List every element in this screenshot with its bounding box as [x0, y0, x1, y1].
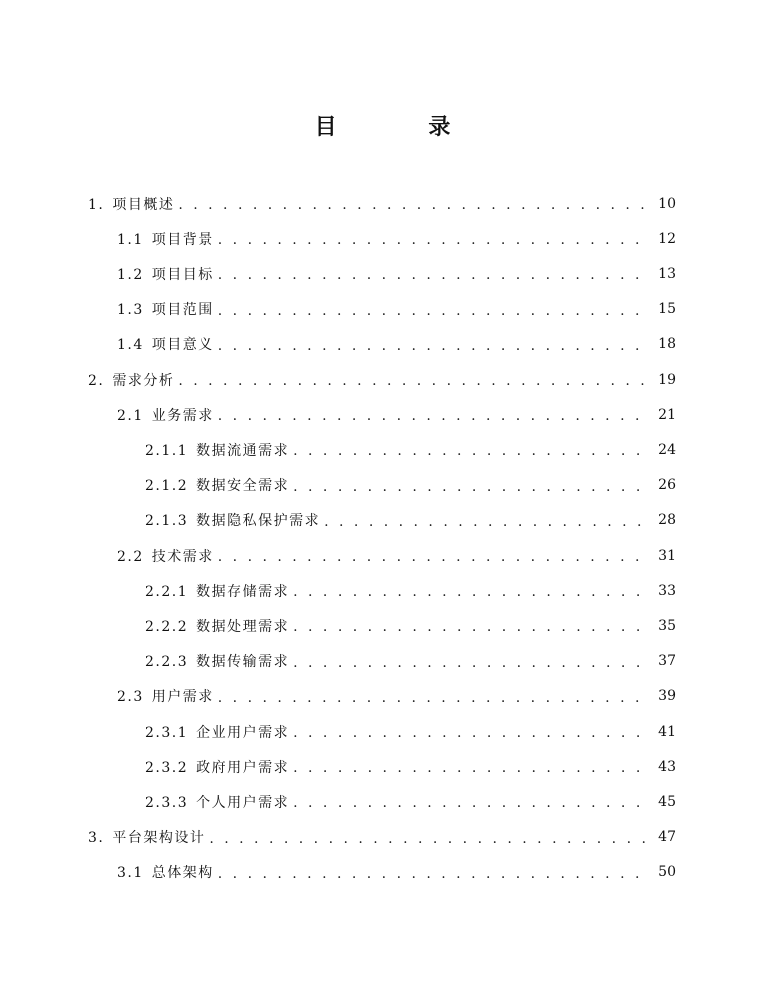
- toc-dot-leader: [293, 714, 648, 749]
- toc-entry-number: 2.: [88, 372, 105, 389]
- toc-entry-text: 平台架构设计: [112, 830, 206, 847]
- toc-entry-page-number: 13: [658, 265, 676, 282]
- toc-entry-text: 需求分析: [112, 372, 175, 389]
- toc-entry-number: 2.3: [117, 689, 144, 706]
- toc-entry-label: [117, 546, 214, 566]
- toc-entry[interactable]: [145, 644, 676, 679]
- toc-entry-page-number: 24: [658, 441, 676, 458]
- toc-entry-number: 2.1.3: [145, 513, 189, 530]
- toc-entry-page-number: 28: [658, 512, 676, 529]
- toc-entry-text: 业务需求: [151, 407, 214, 424]
- toc-entry[interactable]: [117, 292, 676, 327]
- toc-dot-leader: [178, 362, 648, 397]
- toc-entry-text: 政府用户需求: [196, 759, 290, 776]
- toc-dot-leader: [293, 468, 648, 503]
- toc-entry-text: 项目概述: [112, 196, 175, 213]
- toc-entry[interactable]: [145, 714, 676, 749]
- toc-entry-text: 数据存储需求: [196, 583, 290, 600]
- toc-dot-leader: [218, 292, 648, 327]
- toc-entry[interactable]: [88, 186, 676, 221]
- toc-entry-number: 2.1.2: [145, 478, 189, 495]
- toc-entry-number: 2.3.1: [145, 724, 189, 741]
- toc-entry-text: 项目背景: [151, 231, 214, 248]
- toc-entry-text: 项目目标: [151, 266, 214, 283]
- toc-entry[interactable]: [145, 468, 676, 503]
- toc-entry-number: 3.: [88, 830, 105, 847]
- toc-dot-leader: [293, 749, 648, 784]
- toc-entry-page-number: 31: [658, 547, 676, 564]
- toc-entry-number: 2.2.3: [145, 654, 189, 671]
- toc-dot-leader: [293, 573, 648, 608]
- toc-entry-text: 数据传输需求: [196, 654, 290, 671]
- toc-entry-page-number: 15: [658, 301, 676, 318]
- toc-entry-number: 2.3.2: [145, 759, 189, 776]
- toc-entry[interactable]: [145, 784, 676, 819]
- toc-dot-leader: [218, 327, 648, 362]
- toc-entry-page-number: 33: [658, 582, 676, 599]
- toc-entry[interactable]: [145, 432, 676, 467]
- toc-entry-page-number: 43: [658, 758, 676, 775]
- toc-entry[interactable]: [88, 362, 676, 397]
- toc-entry-text: 总体架构: [151, 865, 214, 882]
- toc-entry-page-number: 45: [658, 793, 676, 810]
- toc-dot-leader: [293, 784, 648, 819]
- toc-entry-text: 用户需求: [151, 689, 214, 706]
- toc-entry[interactable]: [145, 503, 676, 538]
- toc-entry-number: 1.4: [117, 337, 144, 354]
- toc-entry[interactable]: [117, 679, 676, 714]
- toc-entry-number: 1.1: [117, 231, 144, 248]
- toc-dot-leader: [218, 397, 648, 432]
- toc-entry-number: 3.1: [117, 865, 144, 882]
- toc-dot-leader: [209, 820, 648, 855]
- toc-entry-text: 个人用户需求: [196, 794, 290, 811]
- toc-dot-leader: [218, 256, 648, 291]
- toc-entry-label: [145, 440, 289, 460]
- toc-dot-leader: [293, 608, 648, 643]
- toc-entry-label: [117, 299, 214, 319]
- toc-entry-label: [145, 722, 289, 742]
- toc-dot-leader: [218, 855, 648, 890]
- toc-entry-text: 企业用户需求: [196, 724, 290, 741]
- toc-entry-label: [117, 686, 214, 706]
- toc-entry-label: [145, 651, 289, 671]
- toc-entry-page-number: 41: [658, 723, 676, 740]
- toc-entry-label: [117, 264, 214, 284]
- toc-entry-page-number: 39: [658, 688, 676, 705]
- toc-entry-page-number: 26: [658, 477, 676, 494]
- toc-entry-text: 数据处理需求: [196, 618, 290, 635]
- toc-dot-leader: [218, 221, 648, 256]
- toc-entry-text: 数据隐私保护需求: [196, 513, 321, 530]
- toc-entry-label: [145, 757, 289, 777]
- toc-entry[interactable]: [88, 820, 676, 855]
- toc-dot-leader: [293, 432, 648, 467]
- toc-entry-page-number: 12: [658, 230, 676, 247]
- toc-entry[interactable]: [117, 256, 676, 291]
- toc-entry-label: [117, 862, 214, 882]
- toc-entry-number: 1.3: [117, 302, 144, 319]
- toc-dot-leader: [324, 503, 648, 538]
- toc-entry-page-number: 47: [658, 829, 676, 846]
- toc-entry-number: 1.: [88, 196, 105, 213]
- toc-entry[interactable]: [117, 397, 676, 432]
- toc-entry-number: 2.3.3: [145, 794, 189, 811]
- toc-entry-label: [145, 616, 289, 636]
- toc-entry-label: [145, 475, 289, 495]
- toc-entry-text: 数据安全需求: [196, 478, 290, 495]
- toc-entry-text: 技术需求: [151, 548, 214, 565]
- toc-dot-leader: [218, 679, 648, 714]
- page-title: 目 录: [314, 115, 493, 140]
- toc-entry-text: 项目范围: [151, 302, 214, 319]
- toc-entry-page-number: 35: [658, 617, 676, 634]
- toc-entry-number: 2.2: [117, 548, 144, 565]
- toc-entry-label: [145, 581, 289, 601]
- toc-entry-number: 1.2: [117, 266, 144, 283]
- toc-entry[interactable]: [117, 855, 676, 890]
- toc-entry-label: [145, 792, 289, 812]
- toc-entry-label: [117, 405, 214, 425]
- toc-entry-number: 2.2.1: [145, 583, 189, 600]
- toc-entry-page-number: 10: [658, 195, 676, 212]
- toc-entry-label: [145, 510, 320, 530]
- toc-entry-page-number: 50: [658, 864, 676, 881]
- toc-entry-number: 2.1.1: [145, 442, 189, 459]
- toc-entry-text: 项目意义: [151, 337, 214, 354]
- toc-dot-leader: [178, 186, 648, 221]
- toc-entry-label: [88, 194, 174, 214]
- toc-entry[interactable]: [145, 573, 676, 608]
- toc-entry-page-number: 37: [658, 653, 676, 670]
- toc-entry[interactable]: [117, 538, 676, 573]
- toc-entry[interactable]: [117, 327, 676, 362]
- toc-entry-page-number: 18: [658, 336, 676, 353]
- toc-dot-leader: [218, 538, 648, 573]
- toc-entry-text: 数据流通需求: [196, 442, 290, 459]
- toc-entry[interactable]: [145, 749, 676, 784]
- toc-entry[interactable]: [117, 221, 676, 256]
- toc-entry-label: [88, 370, 174, 390]
- toc-entry-page-number: 19: [658, 371, 676, 388]
- toc-entry-page-number: 21: [658, 406, 676, 423]
- toc-entry[interactable]: [145, 608, 676, 643]
- toc-entry-label: [88, 827, 205, 847]
- toc-entry-label: [117, 229, 214, 249]
- toc-dot-leader: [293, 644, 648, 679]
- toc-entry-label: [117, 334, 214, 354]
- toc-entry-number: 2.1: [117, 407, 144, 424]
- toc-entry-number: 2.2.2: [145, 618, 189, 635]
